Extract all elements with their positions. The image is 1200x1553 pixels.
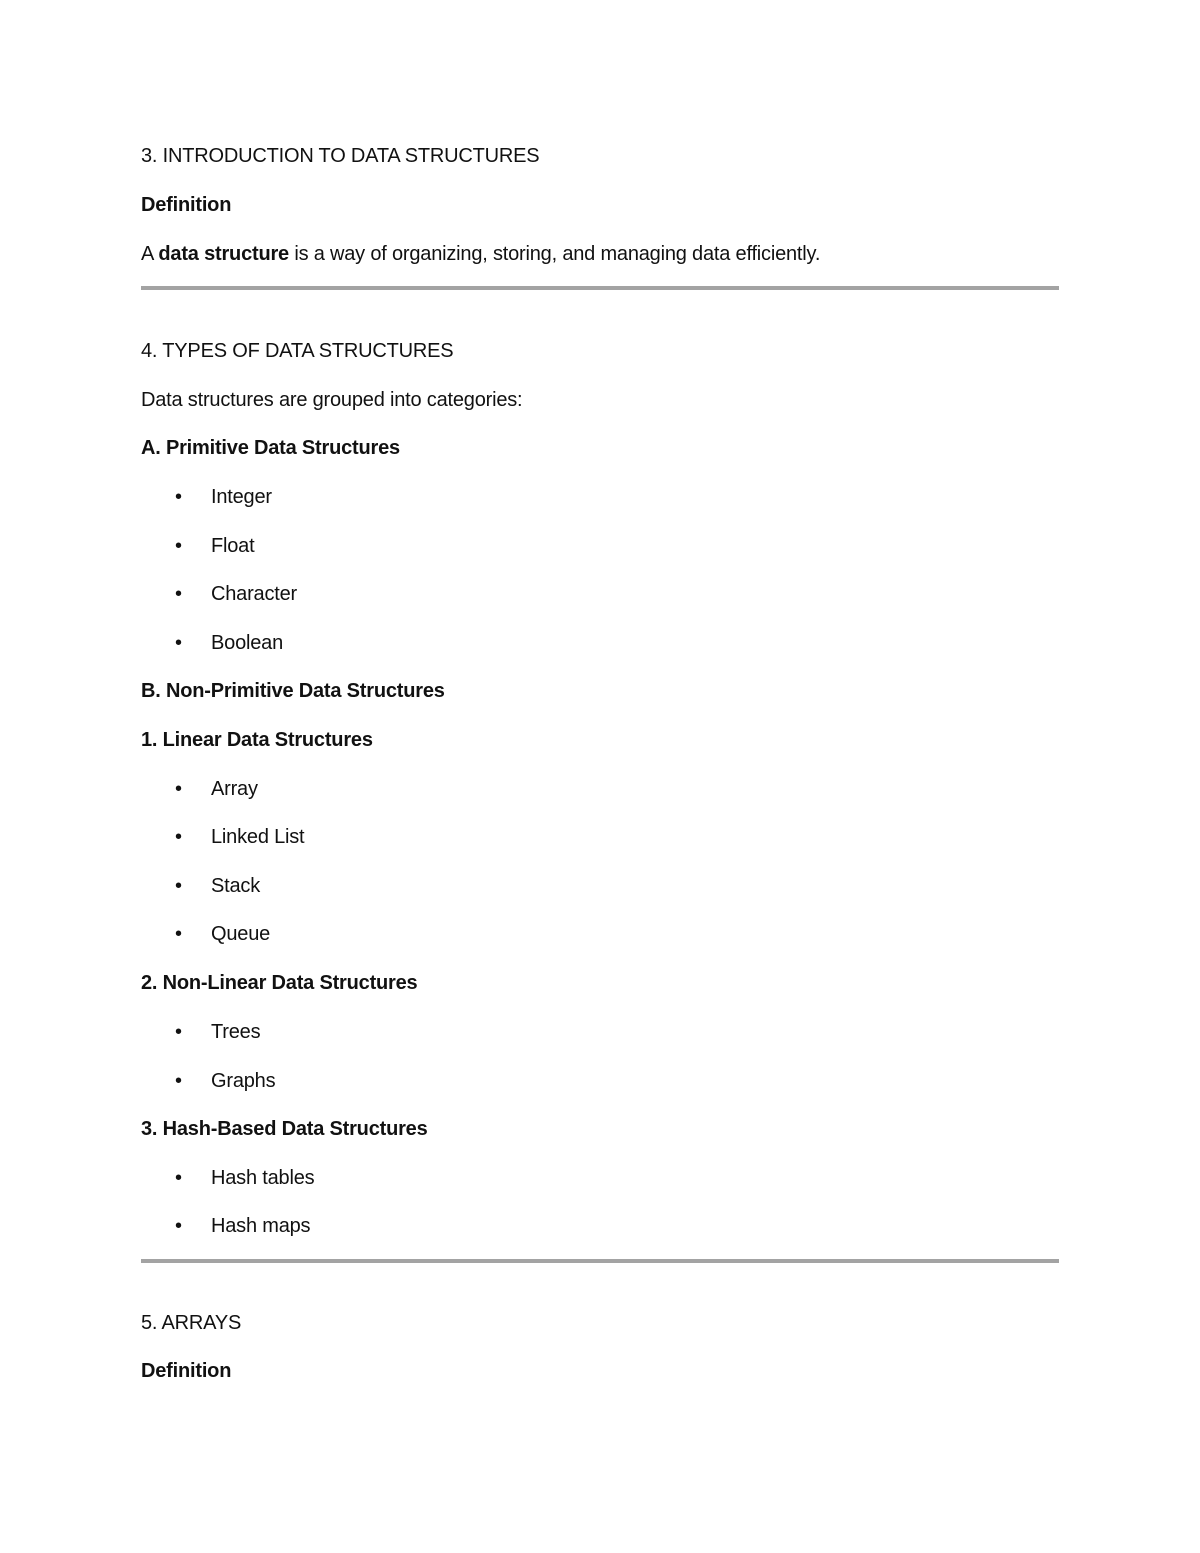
bullet-icon: • xyxy=(175,1070,183,1092)
section-4-intro: Data structures are grouped into categories: xyxy=(141,389,523,411)
section-5-heading: 5. ARRAYS xyxy=(141,1312,242,1334)
section-3-definition-text xyxy=(141,242,820,266)
bullet-icon: • xyxy=(175,875,183,897)
definition-term: data structure xyxy=(158,243,289,265)
bullet-icon: • xyxy=(175,778,183,800)
bullet-icon: • xyxy=(175,1167,183,1189)
bullet-icon: • xyxy=(175,583,183,605)
list-item: Boolean xyxy=(211,632,283,654)
section-5-definition-heading: Definition xyxy=(141,1360,232,1382)
definition-rest: is a way of organizing, storing, and managing data efficiently. xyxy=(288,243,821,265)
horizontal-rule xyxy=(141,1259,1059,1263)
list-item: Hash tables xyxy=(211,1167,315,1189)
list-item: Trees xyxy=(211,1021,261,1043)
bullet-icon: • xyxy=(175,486,183,508)
list-item: Linked List xyxy=(211,826,305,848)
section-4-heading: 4. TYPES OF DATA STRUCTURES xyxy=(141,340,454,362)
bullet-icon: • xyxy=(175,632,183,654)
definition-prefix: A xyxy=(141,243,159,265)
list-item: Hash maps xyxy=(211,1215,311,1237)
bullet-icon: • xyxy=(175,826,183,848)
list-item: Graphs xyxy=(211,1070,276,1092)
bullet-icon: • xyxy=(175,923,183,945)
list-item: Integer xyxy=(211,486,272,508)
list-item: Stack xyxy=(211,875,261,897)
section-3-definition-heading: Definition xyxy=(141,194,232,216)
horizontal-rule xyxy=(141,286,1059,290)
bullet-icon: • xyxy=(175,1215,183,1237)
list-item: Queue xyxy=(211,923,271,945)
bullet-icon: • xyxy=(175,535,183,557)
list-item: Float xyxy=(211,535,255,557)
non-linear-heading: 2. Non-Linear Data Structures xyxy=(141,972,418,994)
section-3-heading: 3. INTRODUCTION TO DATA STRUCTURES xyxy=(141,145,540,167)
non-primitive-heading: B. Non-Primitive Data Structures xyxy=(141,680,445,702)
list-item: Array xyxy=(211,778,258,800)
hash-based-heading: 3. Hash-Based Data Structures xyxy=(141,1118,428,1140)
bullet-icon: • xyxy=(175,1021,183,1043)
primitive-heading: A. Primitive Data Structures xyxy=(141,437,400,459)
linear-heading: 1. Linear Data Structures xyxy=(141,729,373,751)
list-item: Character xyxy=(211,583,298,605)
